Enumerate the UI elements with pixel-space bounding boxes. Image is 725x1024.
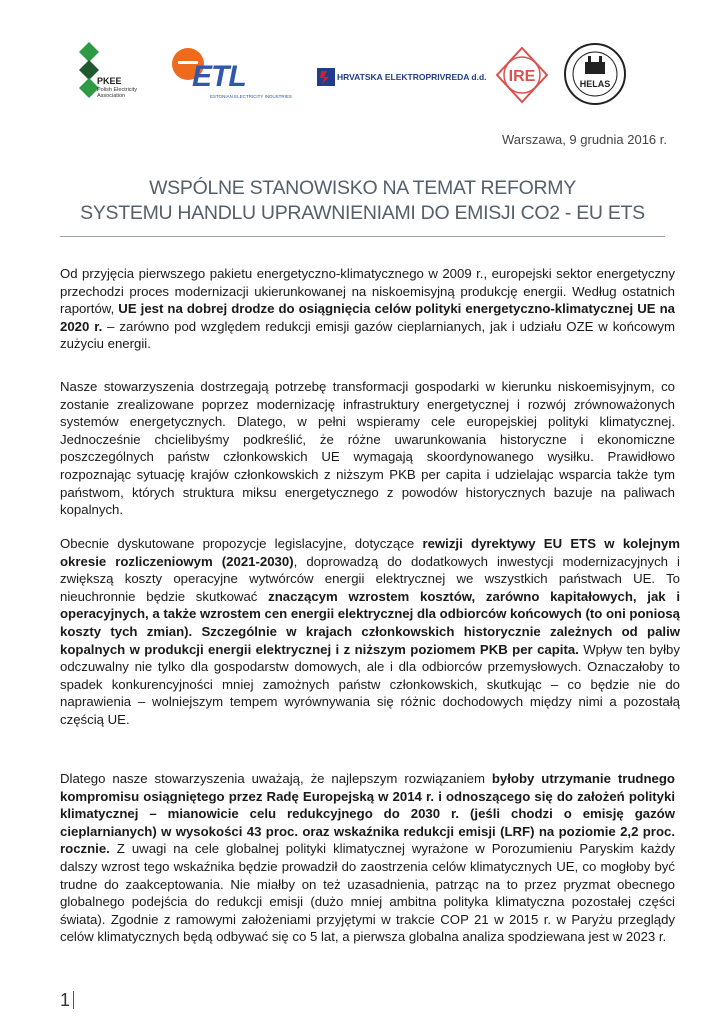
logo-bar — [75, 40, 665, 110]
hep-mark-icon — [317, 68, 335, 86]
p1-text-2: – zarówno pod względem redukcji emisji gazów cieplarnianych, jak i udziału OZE w końcowym zużyciu energii. — [60, 318, 675, 352]
p1-bold-1: UE jest na dobrej drodze do osiągnięcia celów polityki energetyczno-klimatycznej UE na 2020 r. — [60, 301, 675, 334]
p4-bold-1: byłoby utrzymanie trudnego kompromisu osiągniętego przez Radę Europejską w 2014 r. i odnoszącego się do założeń polityki klimatycznej – mianowicie celu redukcyjnego do 2030 r. (jeśli chodzi o emisję gazów cieplarnianych) w wysokości 43 proc. oraz wskaźnika redukcji emisji (LRF) na poziomie 2,2 proc. rocznie. — [60, 771, 675, 857]
ire-mark-icon — [495, 46, 549, 104]
paragraph-2 — [60, 378, 675, 519]
paragraph-3 — [60, 535, 680, 729]
page-number — [60, 990, 74, 1011]
ire-logo — [495, 46, 549, 104]
p3-text-1: Obecnie dyskutowane propozycje legislacyjne, dotyczące — [60, 536, 423, 551]
etl-logo — [170, 46, 290, 106]
p3-text-2: , doprowadzą do dodatkowych inwestycji modernizacyjnych i zwiększą koszty operacyjne wytwórców energii elektrycznej we wszystkich państwach UE. To nieuchronnie będzie skutkować — [60, 553, 680, 604]
pkee-name: PKEE — [97, 76, 122, 86]
pkee-subtitle: Polish Electricity Association — [97, 87, 138, 99]
etl-wordmark: ETL — [192, 60, 246, 93]
page-number-divider — [73, 991, 74, 1009]
p4-text-1: Dlatego nasze stowarzyszenia uważają, że najlepszym rozwiązaniem — [60, 771, 492, 786]
pkee-mark-icon — [79, 42, 99, 98]
p3-bold-1: rewizji dyrektywy EU ETS w kolejnym okresie rozliczeniowym (2021-2030) — [60, 536, 680, 569]
document-date: Warszawa, 9 grudnia 2016 r. — [502, 132, 667, 147]
pkee-logo — [79, 42, 169, 102]
p3-text-3: Wpływ ten byłby odczuwalny nie tylko dla gospodarstw domowych, ale i dla odbiorców przemysłowych. Oznaczałoby to spadek konkurencyjności mniej zamożnych państw członkowskich, skutkując – co będzie nie do naprawienia – wolniejszym tempem wyrównywania się różnic dochodowych między nimi a pozostałą częścią UE. — [60, 641, 680, 727]
p2-text-1: Nasze stowarzyszenia dostrzegają potrzebę transformacji gospodarki w kierunku niskoemisyjnym, co zostanie zrealizowane poprzez modernizację infrastruktury energetycznej i rozwój zrównoważonych systemów energetycznych. Dlatego, w pełni wspieramy cele europejskiej polityki klimatycznej. Jednocześnie chcielibyśmy podkreślić, że różne uwarunkowania historyczne i ekonomiczne poszczególnych państw członkowskich UE wymagają skoordynowanego wysiłku. Prawidłowo rozpoznając sytuację krajów członkowskich z niższym PKB per capita i udzielając wsparcia także tym państwom, których struktura miksu energetycznego z powodów historycznych bazuje na paliwach kopalnych. — [60, 379, 675, 518]
p1-text-1: Od przyjęcia pierwszego pakietu energetyczno-klimatycznego w 2009 r., europejski sektor energetyczny przechodzi proces modernizacji ukierunkowanej na niskoemisyjną produkcję energii. Według ostatnich raportów, — [60, 266, 675, 317]
paragraph-4 — [60, 770, 675, 946]
ire-text: IRE — [508, 68, 536, 85]
page-number-value: 1 — [60, 990, 71, 1010]
title-line-2: SYSTEMU HANDLU UPRAWNIENIAMI DO EMISJI CO2 - EU ETS — [80, 202, 645, 224]
paragraph-1 — [60, 265, 675, 353]
helas-seal-icon — [563, 42, 627, 106]
title-divider — [60, 236, 665, 237]
helas-text: HELAS — [579, 79, 611, 89]
page-title — [60, 176, 665, 226]
hep-logo — [317, 68, 487, 90]
p4-text-2: Z uwagi na cele globalnej polityki klimatycznej wyrażone w Porozumieniu Paryskim każdy dalszy wzrost tego wskaźnika będzie prowadził do zaostrzenia celów klimatycznych UE, co mogłoby być trudne do zaakceptowania. Nie miałby on też uzasadnienia, patrząc na to przez pryzmat obecnego globalnego podejścia do redukcji emisji (dużo mniej ambitna polityka klimatyczna pozostałej części świata). Zgodnie z ramowymi założeniami przyjętymi w trakcie COP 21 w 2015 r. w Paryżu przeglądy celów klimatycznych będą odbywać się co 5 lat, a pierwsza globalna analiza spodziewana jest w 2023 r. — [60, 841, 675, 945]
hep-name: HRVATSKA ELEKTROPRIVREDA d.d. — [337, 72, 487, 82]
helas-logo — [563, 42, 627, 106]
p3-bold-2: znaczącym wzrostem kosztów, zarówno kapitałowych, jak i operacyjnych, a także wzrostem cen energii elektrycznej dla odbiorców końcowych (to oni poniosą koszty tych zmian). Szczególnie w krajach członkowskich historycznie zależnych od paliw kopalnych w produkcji energii elektrycznej i z niższym poziomem PKB per capita. — [60, 588, 680, 657]
title-line-1: WSPÓLNE STANOWISKO NA TEMAT REFORMY — [149, 177, 576, 199]
etl-tagline: ESTONIAN ELECTRICITY INDUSTRIES — [210, 94, 292, 99]
